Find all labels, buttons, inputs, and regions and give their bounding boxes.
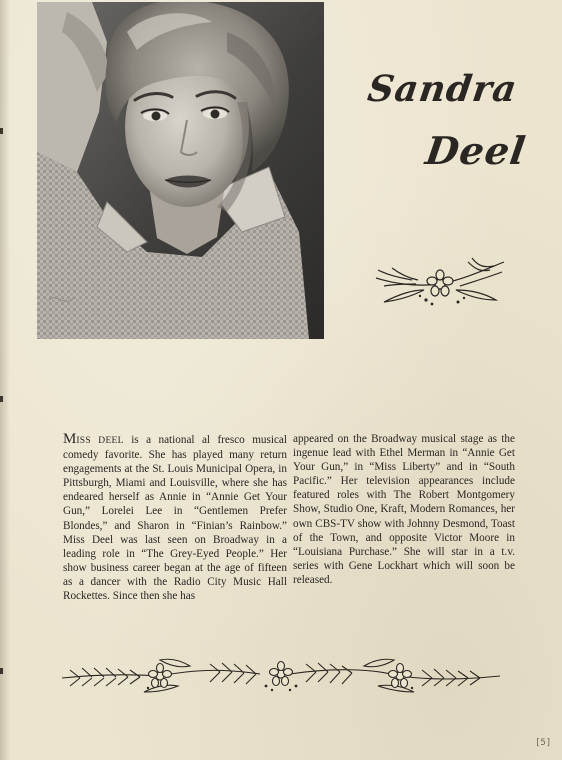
bio-lead-in: ISS DEEL <box>76 436 124 446</box>
floral-spray-icon <box>372 256 508 310</box>
bio-left-text: is a national al fresco musical comedy favorite. She has played many return engagements at the St. Louis Municipal Opera, in Pittsburgh, Miami and Louisville, where she has endeared herself as Annie in “Annie Get Your Gun,” Lorelei Lee in “Gentlemen Prefer Blondes,” and Sharon in “Finian’s Rainbow.” Miss Deel was last seen on Broadway in a leading role in “The Grey-Eyed People.” Her show business career began at the age of fifteen as a dancer with the Radio City Music Hall Rockettes. Since then she has <box>63 434 288 603</box>
bio-right-column <box>293 432 515 587</box>
bio-left-column <box>63 432 287 603</box>
page-number: [5] <box>535 738 552 748</box>
binding-hole <box>0 128 3 134</box>
binding-hole <box>0 396 3 402</box>
binding-edge <box>0 0 10 760</box>
drop-cap: M <box>63 431 77 447</box>
binding-hole <box>0 668 3 674</box>
bio-right-text: appeared on the Broadway musical stage as the ingenue lead with Ethel Merman in “Annie Get Your Gun,” in “Miss Liberty” and in “South Pacific.” Her television appearances include featured roles with The Robert Montgomery Show, Studio One, Kraft, Modern Romances, her own CBS-TV show with Johnny Desmond, Toast of the Town, and opposite Victor Moore in “Louisiana Purchase.” She will star in a t.v. series with Gene Lockhart which will soon be released. <box>293 433 515 586</box>
title-first-name: Sandra <box>365 68 520 110</box>
title-last-name: Deel <box>422 128 529 173</box>
floral-border-icon <box>60 656 502 696</box>
portrait-photo <box>37 2 324 339</box>
